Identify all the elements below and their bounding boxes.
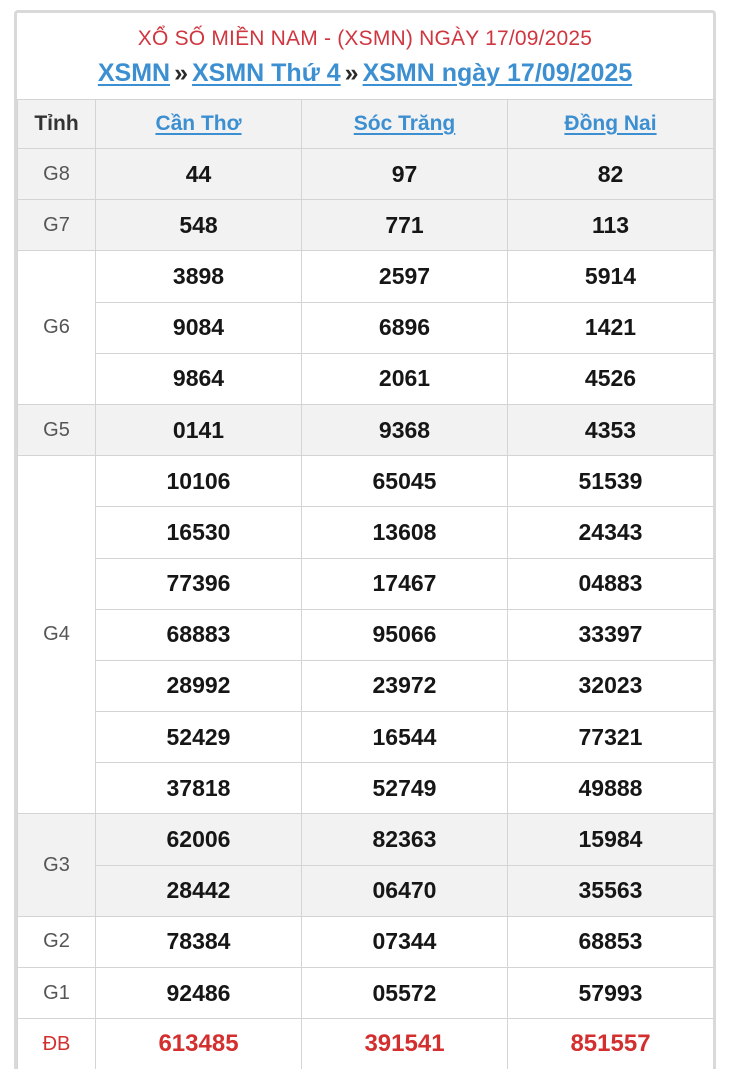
result-number: 57993 xyxy=(508,968,714,1019)
breadcrumb xyxy=(17,57,713,89)
breadcrumb-link-xsmn[interactable]: XSMN xyxy=(97,59,171,87)
table-row-g2 xyxy=(18,916,714,967)
result-number: 15984 xyxy=(508,814,714,865)
result-number: 9864 xyxy=(96,353,302,404)
table-row-g7 xyxy=(18,200,714,251)
prize-label-g3: G3 xyxy=(18,814,96,916)
result-number: 68883 xyxy=(96,609,302,660)
table-row-g4 xyxy=(18,660,714,711)
results-table xyxy=(17,99,714,1069)
result-number: 04883 xyxy=(508,558,714,609)
result-number: 851557 xyxy=(508,1019,714,1069)
result-number: 2597 xyxy=(302,251,508,302)
result-number: 113 xyxy=(508,200,714,251)
column-header-dong-nai xyxy=(508,100,714,149)
result-number: 51539 xyxy=(508,456,714,507)
table-row-g4 xyxy=(18,712,714,763)
result-number: 77321 xyxy=(508,712,714,763)
result-number: 9368 xyxy=(302,404,508,455)
result-number: 9084 xyxy=(96,302,302,353)
result-number: 49888 xyxy=(508,763,714,814)
result-number: 4353 xyxy=(508,404,714,455)
result-number: 68853 xyxy=(508,916,714,967)
table-row-g4 xyxy=(18,507,714,558)
result-number: 771 xyxy=(302,200,508,251)
table-row-g4 xyxy=(18,609,714,660)
table-row-g4 xyxy=(18,558,714,609)
table-row-g8 xyxy=(18,149,714,200)
table-row-g4 xyxy=(18,456,714,507)
result-number: 06470 xyxy=(302,865,508,916)
result-number: 16530 xyxy=(96,507,302,558)
breadcrumb-separator: » xyxy=(344,59,359,87)
result-number: 07344 xyxy=(302,916,508,967)
result-number: 16544 xyxy=(302,712,508,763)
breadcrumb-separator: » xyxy=(174,59,188,87)
result-number: 23972 xyxy=(302,660,508,711)
result-number: 1421 xyxy=(508,302,714,353)
prize-label-g2: G2 xyxy=(18,916,96,967)
result-number: 13608 xyxy=(302,507,508,558)
result-number: 52749 xyxy=(302,763,508,814)
table-row-g6 xyxy=(18,353,714,404)
prize-label-g5: G5 xyxy=(18,404,96,455)
results-body xyxy=(18,149,714,1069)
column-header-can-tho xyxy=(96,100,302,149)
column-header-soc-trang xyxy=(302,100,508,149)
result-number: 28442 xyxy=(96,865,302,916)
prize-label-g7: G7 xyxy=(18,200,96,251)
results-card xyxy=(14,10,716,1069)
result-number: 5914 xyxy=(508,251,714,302)
province-link-soc-trang[interactable]: Sóc Trăng xyxy=(353,112,456,135)
column-header-province: Tỉnh xyxy=(18,100,96,149)
result-number: 24343 xyxy=(508,507,714,558)
province-link-dong-nai[interactable]: Đồng Nai xyxy=(564,112,657,135)
result-number: 37818 xyxy=(96,763,302,814)
results-header xyxy=(17,13,713,99)
table-row-db xyxy=(18,1019,714,1069)
breadcrumb-link-weekday[interactable]: XSMN Thứ 4 xyxy=(191,59,341,87)
table-row-g3 xyxy=(18,814,714,865)
result-number: 28992 xyxy=(96,660,302,711)
result-number: 82 xyxy=(508,149,714,200)
prize-label-g8: G8 xyxy=(18,149,96,200)
result-number: 95066 xyxy=(302,609,508,660)
table-row-g3 xyxy=(18,865,714,916)
table-row-g6 xyxy=(18,251,714,302)
result-number: 0141 xyxy=(96,404,302,455)
page-title: XỔ SỐ MIỀN NAM - (XSMN) NGÀY 17/09/2025 xyxy=(137,27,593,50)
table-row-g6 xyxy=(18,302,714,353)
result-number: 10106 xyxy=(96,456,302,507)
result-number: 391541 xyxy=(302,1019,508,1069)
result-number: 44 xyxy=(96,149,302,200)
result-number: 32023 xyxy=(508,660,714,711)
result-number: 33397 xyxy=(508,609,714,660)
table-header-row xyxy=(18,100,714,149)
result-number: 6896 xyxy=(302,302,508,353)
result-number: 92486 xyxy=(96,968,302,1019)
prize-label-g6: G6 xyxy=(18,251,96,405)
table-row-g5 xyxy=(18,404,714,455)
result-number: 3898 xyxy=(96,251,302,302)
result-number: 17467 xyxy=(302,558,508,609)
table-row-g4 xyxy=(18,763,714,814)
table-row-g1 xyxy=(18,968,714,1019)
result-number: 4526 xyxy=(508,353,714,404)
prize-label-db: ĐB xyxy=(18,1019,96,1069)
result-number: 97 xyxy=(302,149,508,200)
province-link-can-tho[interactable]: Cần Thơ xyxy=(155,112,242,135)
prize-label-g1: G1 xyxy=(18,968,96,1019)
result-number: 05572 xyxy=(302,968,508,1019)
result-number: 613485 xyxy=(96,1019,302,1069)
result-number: 52429 xyxy=(96,712,302,763)
result-number: 77396 xyxy=(96,558,302,609)
result-number: 548 xyxy=(96,200,302,251)
result-number: 78384 xyxy=(96,916,302,967)
result-number: 2061 xyxy=(302,353,508,404)
result-number: 65045 xyxy=(302,456,508,507)
breadcrumb-link-date[interactable]: XSMN ngày 17/09/2025 xyxy=(362,59,633,87)
result-number: 35563 xyxy=(508,865,714,916)
result-number: 62006 xyxy=(96,814,302,865)
prize-label-g4: G4 xyxy=(18,456,96,814)
result-number: 82363 xyxy=(302,814,508,865)
